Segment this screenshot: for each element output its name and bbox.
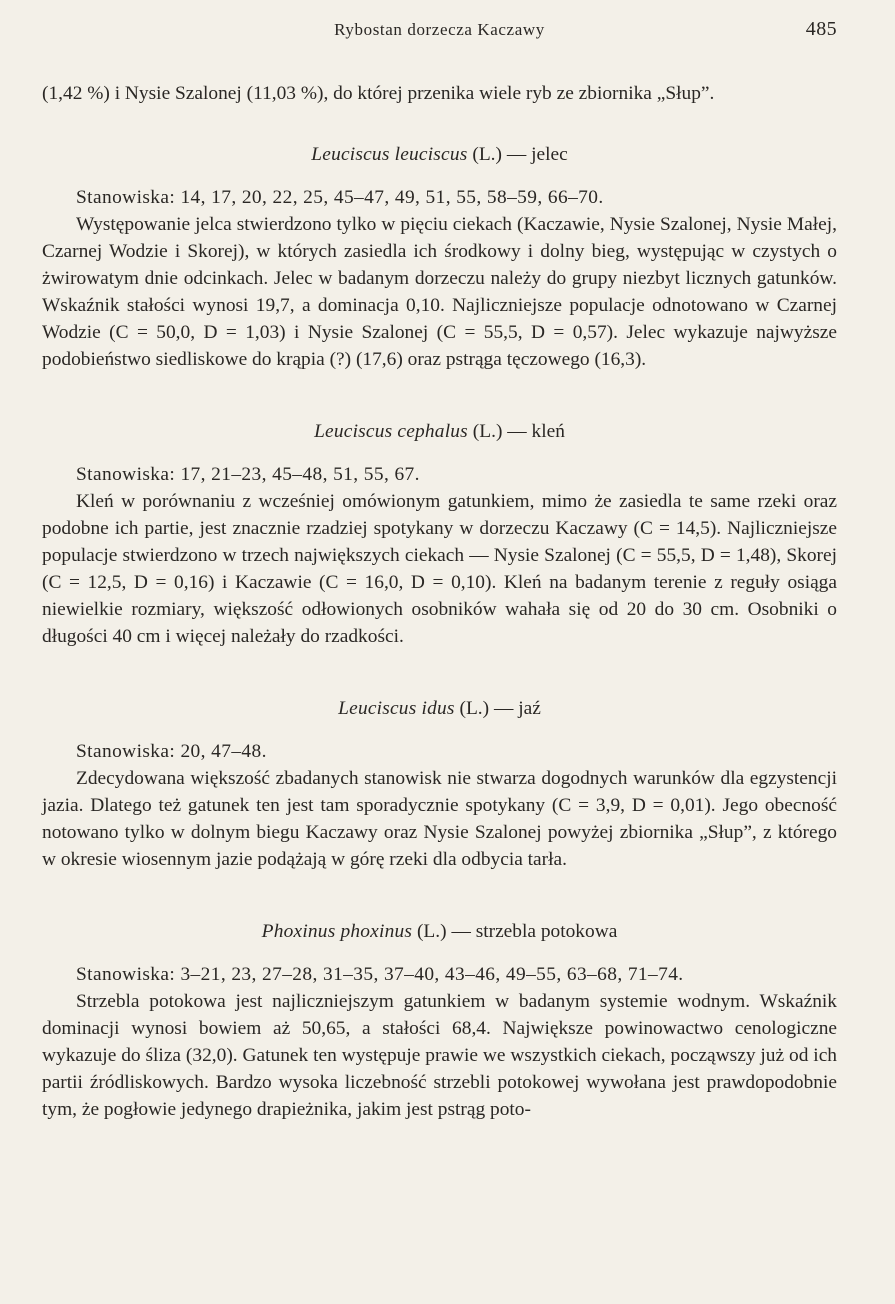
species-latin-name: Phoxinus phoxinus <box>261 921 413 942</box>
species-paragraph: Kleń w porównaniu z wcześniej omówionym gatunkiem, mimo że zasiedla te same rzeki oraz podobne ich partie, jest znacznie rzadziej spotykany w dorzeczu Kaczawy (C = 14,5). Najliczniejsze populacje stwierdzono w trzech największych ciekach — Nysie Szalonej (C = 55,5, D = 1,48), Skorej (C = 12,5, D = 0,16) i Kaczawie (C = 16,0, D = 0,10). Kleń na badanym terenie z reguły osiąga niewielkie rozmiary, większość odłowionych osobników wahała się od 20 do 30 cm. Osobniki o długości 40 cm i więcej należały do rzadkości. <box>42 491 837 647</box>
species-latin-name: Leuciscus idus <box>338 698 455 719</box>
species-paragraph: Strzebla potokowa jest najliczniejszym gatunkiem w badanym systemie wodnym. Wskaźnik dominacji wynosi bowiem aż 50,65, a stałości 68,4. Największe powinowactwo cenologiczne wykazuje do śliza (32,0). Gatunek ten występuje prawie we wszystkich ciekach, począwszy już od ich partii źródliskowych. Bardzo wysoka liczebność strzebli potokowej wywołana jest prawdopodobnie tym, że pogłowie jedynego drapieżnika, jakim jest pstrąg poto- <box>42 991 837 1120</box>
running-header <box>42 14 837 48</box>
species-section-jaz <box>42 695 837 873</box>
stations-list: Stanowiska: 20, 47–48. <box>76 741 267 762</box>
species-section-strzebla <box>42 918 837 1123</box>
species-author: (L.) <box>472 144 502 165</box>
species-paragraph: Zdecydowana większość zbadanych stanowisk nie stwarza dogodnych warunków dla egzystencji jazia. Dlatego też gatunek ten jest tam sporadycznie spotykany (C = 3,9, D = 0,01). Jego obecność notowano tylko w dolnym biegu Kaczawy oraz Nysie Szalonej powyżej zbiornika „Słup”, z którego w okresie wiosennym jazie podążają w górę rzeki dla odbycia tarła. <box>42 768 837 870</box>
page-number: 485 <box>805 18 837 40</box>
species-latin-name: Leuciscus cephalus <box>314 421 468 442</box>
stations-list: Stanowiska: 14, 17, 20, 22, 25, 45–47, 49, 51, 55, 58–59, 66–70. <box>76 187 604 208</box>
heading-dash: — <box>507 421 527 442</box>
species-author: (L.) <box>459 698 490 719</box>
species-author: (L.) <box>416 921 447 942</box>
species-heading <box>42 695 837 722</box>
running-title: Rybostan dorzecza Kaczawy <box>334 20 545 39</box>
species-common-name: kleń <box>531 421 565 442</box>
heading-dash: — <box>493 698 514 719</box>
species-heading <box>42 418 837 445</box>
species-author: (L.) <box>472 421 503 442</box>
species-common-name: jelec <box>531 144 568 165</box>
species-section-klen <box>42 418 837 650</box>
species-section-jelec <box>42 141 837 373</box>
species-common-name: strzebla potokowa <box>475 921 618 942</box>
species-common-name: jaź <box>518 698 541 719</box>
heading-dash: — <box>451 921 471 942</box>
species-latin-name: Leuciscus leuciscus <box>311 144 468 165</box>
stations-list: Stanowiska: 17, 21–23, 45–48, 51, 55, 67. <box>76 464 420 485</box>
heading-dash: — <box>506 144 527 165</box>
intro-paragraph: (1,42 %) i Nysie Szalonej (11,03 %), do której przenika wiele ryb ze zbiornika „Słup”. <box>42 83 715 104</box>
stations-list: Stanowiska: 3–21, 23, 27–28, 31–35, 37–40, 43–46, 49–55, 63–68, 71–74. <box>76 964 684 985</box>
species-paragraph: Występowanie jelca stwierdzono tylko w pięciu ciekach (Kaczawie, Nysie Szalonej, Nysie Małej, Czarnej Wodzie i Skorej), w których zasiedla ich środkowy i dolny bieg, występując w czystych o żwirowatym dnie odcinkach. Jelec w badanym dorzeczu należy do grupy niezbyt licznych gatunków. Wskaźnik stałości wynosi 19,7, a dominacja 0,10. Najliczniejsze populacje odnotowano w Czarnej Wodzie (C = 50,0, D = 1,03) i Nysie Szalonej (C = 55,5, D = 0,57). Jelec wykazuje najwyższe podobieństwo siedliskowe do krąpia (?) (17,6) oraz pstrąga tęczowego (16,3). <box>42 214 837 370</box>
species-heading <box>42 141 837 168</box>
species-heading <box>42 918 837 945</box>
